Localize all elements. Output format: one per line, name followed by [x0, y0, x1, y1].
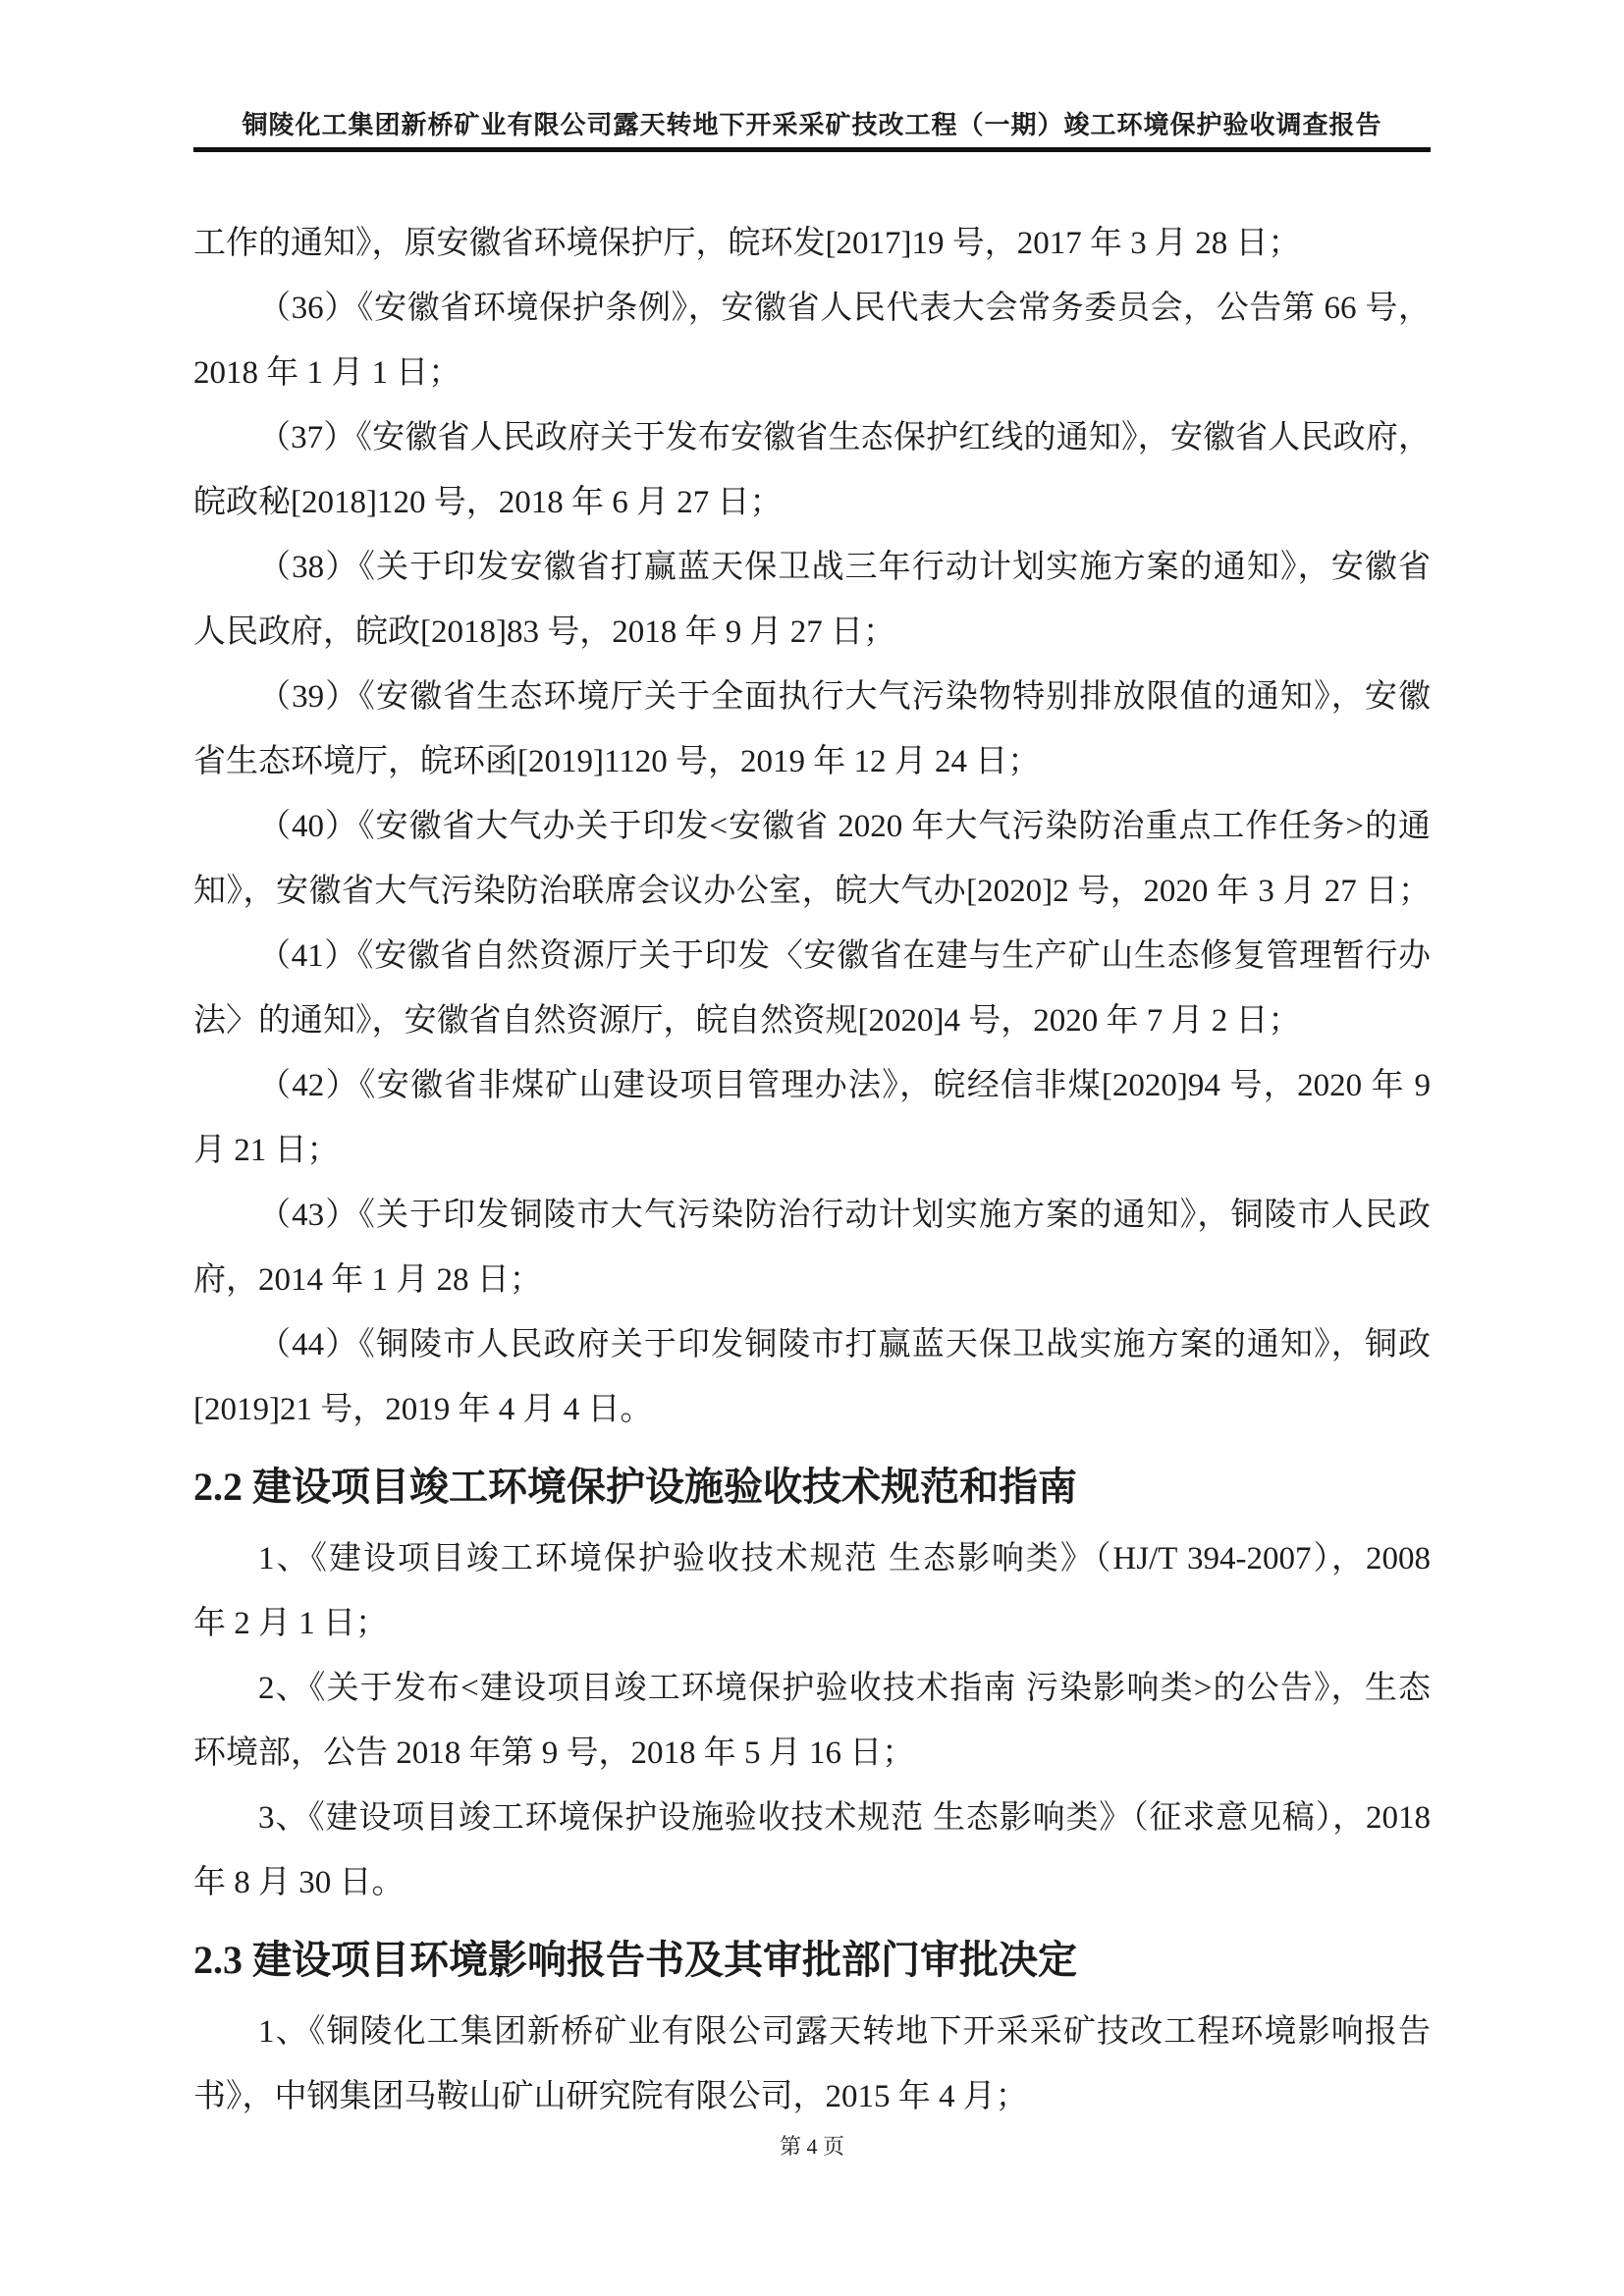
section-2-2-line: 3、《建设项目竣工环境保护设施验收技术规范 生态影响类》（征求意见稿），2018 — [258, 1800, 1431, 1836]
page-header-title: 铜陵化工集团新桥矿业有限公司露天转地下开采采矿技改工程（一期）竣工环境保护验收调查报告 — [242, 111, 1382, 139]
section-2-2-line: 环境部，公告 2018 年第 9 号，2018 年 5 月 16 日； — [193, 1735, 915, 1771]
body-line: （37）《安徽省人民政府关于发布安徽省生态保护红线的通知》，安徽省人民政府， — [258, 420, 1431, 455]
body-line: 知》，安徽省大气污染防治联席会议办公室，皖大气办[2020]2 号，2020 年 3 月 27 日； — [193, 874, 1431, 909]
header-rule — [193, 147, 1431, 152]
section-2-3-line: 书》，中钢集团马鞍山矿山研究院有限公司，2015 年 4 月； — [193, 2079, 1028, 2114]
section-2-2-line: 年 8 月 30 日。 — [193, 1865, 405, 1900]
body-line: 皖政秘[2018]120 号，2018 年 6 月 27 日； — [193, 485, 783, 520]
body-line: 工作的通知》，原安徽省环境保护厅，皖环发[2017]19 号，2017 年 3 月 28 日； — [193, 226, 1301, 261]
body-line: [2019]21 号，2019 年 4 月 4 日。 — [193, 1392, 653, 1427]
body-line: （44）《铜陵市人民政府关于印发铜陵市打赢蓝天保卫战实施方案的通知》，铜政 — [258, 1327, 1431, 1362]
body-line: 府，2014 年 1 月 28 日； — [193, 1262, 542, 1298]
body-line: 法〉的通知》，安徽省自然资源厅，皖自然资规[2020]4 号，2020 年 7 月 2 日； — [193, 1003, 1301, 1039]
body-line: （43）《关于印发铜陵市大气污染防治行动计划实施方案的通知》，铜陵市人民政 — [258, 1198, 1431, 1233]
section-2-2-heading: 2.2 建设项目竣工环境保护设施验收技术规范和指南 — [193, 1465, 1077, 1509]
body-line: （41）《安徽省自然资源厅关于印发〈安徽省在建与生产矿山生态修复管理暂行办 — [258, 938, 1431, 974]
body-line: 月 21 日； — [193, 1133, 340, 1168]
body-line: （42）《安徽省非煤矿山建设项目管理办法》，皖经信非煤[2020]94 号，2020 年 9 — [258, 1068, 1431, 1103]
section-2-2-line: 2、《关于发布<建设项目竣工环境保护验收技术指南 污染影响类>的公告》，生态 — [258, 1671, 1431, 1706]
section-2-2-line: 年 2 月 1 日； — [193, 1606, 388, 1641]
body-line: （39）《安徽省生态环境厅关于全面执行大气污染物特别排放限值的通知》，安徽 — [258, 679, 1431, 715]
body-line: 2018 年 1 月 1 日； — [193, 355, 461, 391]
section-2-3-line: 1、《铜陵化工集团新桥矿业有限公司露天转地下开采采矿技改工程环境影响报告 — [258, 2014, 1431, 2050]
body-line: 人民政府，皖政[2018]83 号，2018 年 9 月 27 日； — [193, 614, 895, 650]
body-line: 省生态环境厅，皖环函[2019]1120 号，2019 年 12 月 24 日； — [193, 744, 1041, 779]
body-line: （40）《安徽省大气办关于印发<安徽省 2020 年大气污染防治重点工作任务>的通 — [258, 809, 1431, 844]
document-body — [193, 211, 1431, 2129]
section-2-2-line: 1、《建设项目竣工环境保护验收技术规范 生态影响类》（HJ/T 394-2007），2008 — [258, 1541, 1431, 1576]
section-2-3-heading: 2.3 建设项目环境影响报告书及其审批部门审批决定 — [193, 1938, 1077, 1982]
body-line: （36）《安徽省环境保护条例》，安徽省人民代表大会常务委员会，公告第 66 号， — [258, 291, 1431, 326]
page-number: 第 4 页 — [779, 2134, 844, 2159]
body-line: （38）《关于印发安徽省打赢蓝天保卫战三年行动计划实施方案的通知》，安徽省 — [258, 550, 1431, 585]
